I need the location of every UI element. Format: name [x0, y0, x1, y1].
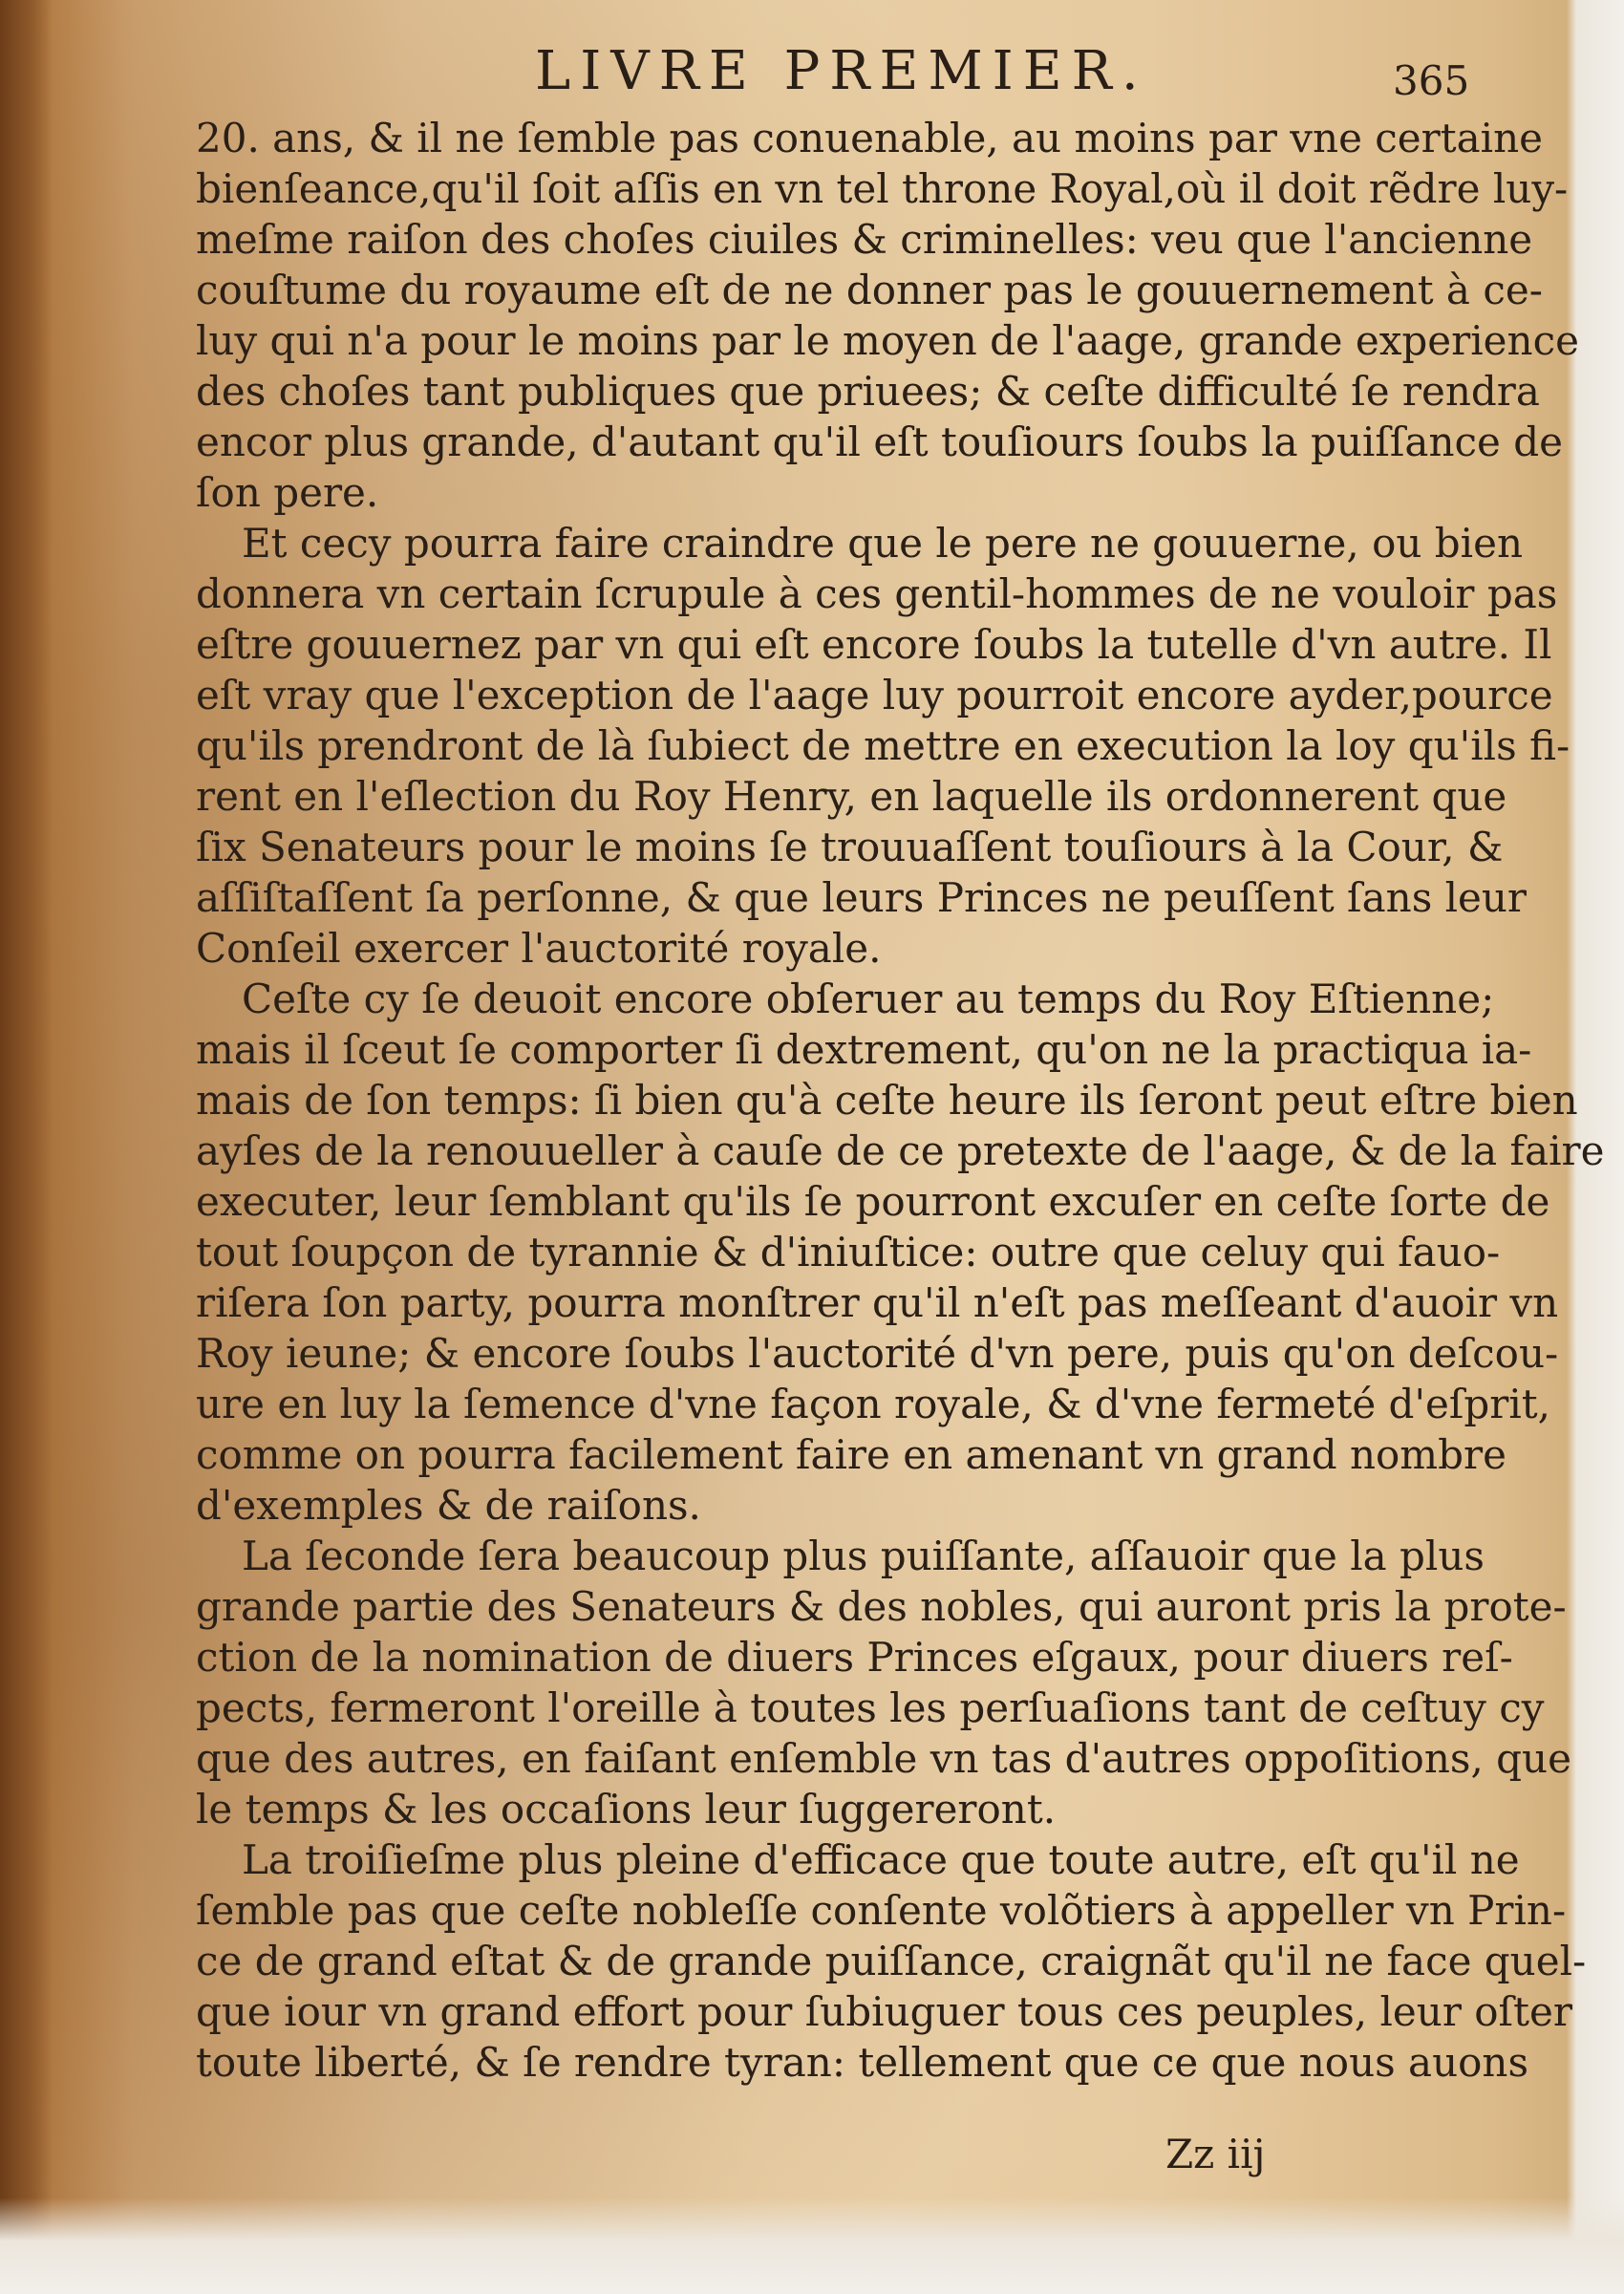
text-line: aſſiſtaſſent ſa perſonne, & que leurs Princes ne peuſſent ſans leur — [196, 874, 1528, 921]
text-line: mais il ſceut ſe comporter ſi dextrement, qu'on ne la practiqua ia- — [196, 1026, 1532, 1073]
page-header — [0, 40, 1624, 117]
text-line: ction de la nomination de diuers Princes eſgaux, pour diuers reſ- — [196, 1634, 1513, 1681]
page-bottom-edge — [0, 2198, 1624, 2294]
text-line: Conſeil exercer l'auctorité royale. — [196, 925, 882, 972]
paragraph-start-line: Et cecy pourra faire craindre que le pere ne gouuerne, ou bien — [242, 520, 1524, 567]
text-line: Roy ieune; & encore ſoubs l'auctorité d'vn pere, puis qu'on deſcou- — [196, 1330, 1559, 1377]
text-line: grande partie des Senateurs & des nobles, qui auront pris la prote- — [196, 1583, 1567, 1630]
text-line: eſtre gouuernez par vn qui eſt encore ſoubs la tutelle d'vn autre. Il — [196, 621, 1552, 668]
text-line: des choſes tant publiques que priuees; & ceſte difficulté ſe rendra — [196, 368, 1540, 415]
text-line: eſt vray que l'exception de l'aage luy pourroit encore ayder,pource — [196, 672, 1553, 718]
text-line: que iour vn grand effort pour ſubiuguer tous ces peuples, leur oſter — [196, 1988, 1572, 2035]
text-line: riſera ſon party, pourra monſtrer qu'il n'eſt pas meſſeant d'auoir vn — [196, 1279, 1559, 1326]
text-line: luy qui n'a pour le moins par le moyen de l'aage, grande experience — [196, 317, 1579, 364]
text-line: ſix Senateurs pour le moins ſe trouuaſſent touſiours à la Cour, & — [196, 824, 1504, 870]
page-number: 365 — [1393, 57, 1470, 104]
text-line: qu'ils prendront de là ſubiect de mettre en execution la loy qu'ils fi- — [196, 722, 1571, 769]
text-line: ſon pere. — [196, 469, 379, 516]
text-line: meſme raiſon des choſes ciuiles & criminelles: veu que l'ancienne — [196, 216, 1533, 263]
text-line: ayſes de la renouueller à cauſe de ce pretexte de l'aage, & de la faire — [196, 1127, 1605, 1174]
text-line: le temps & les occaſions leur ſuggereront. — [196, 1786, 1057, 1833]
text-line: donnera vn certain ſcrupule à ces gentil-hommes de ne vouloir pas — [196, 570, 1558, 617]
text-line: tout ſoupçon de tyrannie & d'iniuſtice: outre que celuy qui fauo- — [196, 1229, 1501, 1276]
running-title: LIVRE PREMIER. — [535, 40, 1148, 102]
text-line: ſemble pas que ceſte nobleſſe conſente volõtiers à appeller vn Prin- — [196, 1887, 1567, 1934]
paragraph-start-line: La ſeconde ſera beaucoup plus puiſſante, aſſauoir que la plus — [242, 1533, 1485, 1579]
paragraph-start-line: Ceſte cy ſe deuoit encore obſeruer au temps du Roy Eſtienne; — [242, 975, 1495, 1022]
text-line: executer, leur ſemblant qu'ils ſe pourront excuſer en ceſte ſorte de — [196, 1178, 1550, 1225]
text-line: encor plus grande, d'autant qu'il eſt touſiours ſoubs la puiſſance de — [196, 418, 1563, 465]
text-line: toute liberté, & ſe rendre tyran: tellement que ce que nous auons — [196, 2039, 1529, 2086]
text-line: rent en l'eſlection du Roy Henry, en laquelle ils ordonnerent que — [196, 773, 1507, 820]
text-line: 20. ans, & il ne ſemble pas conuenable, au moins par vne certaine — [196, 115, 1543, 161]
text-line: couſtume du royaume eſt de ne donner pas le gouuernement à ce- — [196, 267, 1543, 313]
paragraph-start-line: La troiſieſme plus pleine d'efficace que toute autre, eſt qu'il ne — [242, 1836, 1520, 1883]
signature-mark: Zz iij — [1165, 2131, 1266, 2177]
text-line: bienſeance,qu'il ſoit aſſis en vn tel throne Royal,où il doit rẽdre luy- — [196, 165, 1569, 212]
text-line: que des autres, en faiſant enſemble vn tas d'autres oppoſitions, que — [196, 1735, 1571, 1782]
text-line: ce de grand eſtat & de grande puiſſance, craignãt qu'il ne face quel- — [196, 1938, 1587, 1984]
text-line: ure en luy la ſemence d'vne façon royale, & d'vne fermeté d'eſprit, — [196, 1381, 1551, 1427]
text-line: pects, fermeront l'oreille à toutes les perſuaſions tant de ceſtuy cy — [196, 1684, 1545, 1731]
text-line: d'exemples & de raiſons. — [196, 1482, 701, 1529]
page-binding-shadow — [0, 0, 53, 2294]
text-line: mais de ſon temps: ſi bien qu'à ceſte heure ils ſeront peut eſtre bien — [196, 1077, 1578, 1124]
body-text — [196, 113, 1605, 2088]
text-line: comme on pourra facilement faire en amenant vn grand nombre — [196, 1431, 1506, 1478]
